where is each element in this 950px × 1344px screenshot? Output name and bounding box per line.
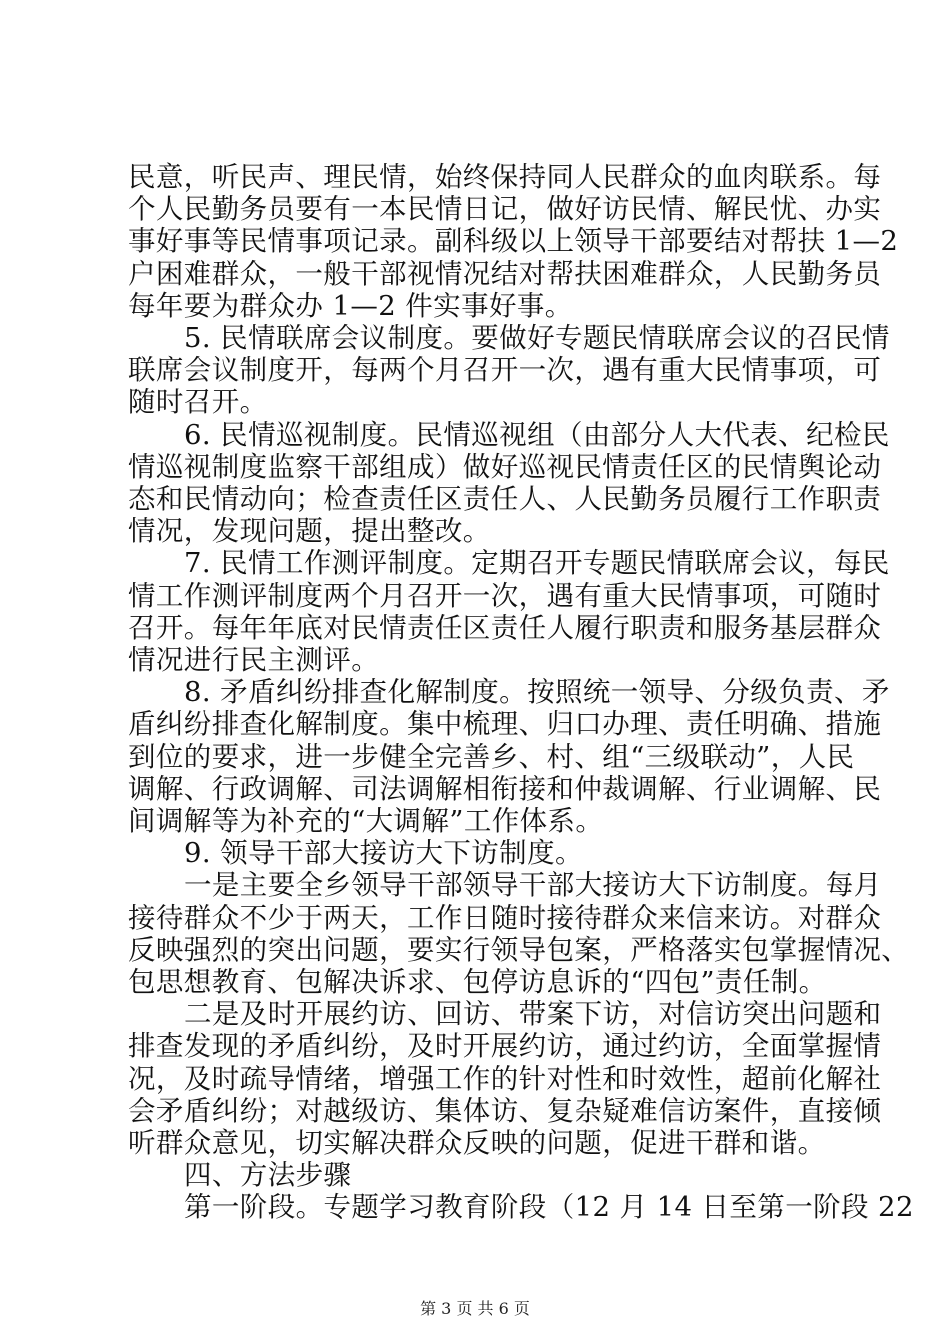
- text-line: 每年要为群众办 1—2 件实事好事。: [128, 289, 573, 322]
- text-line: 会矛盾纠纷；对越级访、集体访、复杂疑难信访案件，直接倾: [128, 1094, 882, 1127]
- text-line: 情巡视制度监察干部组成）做好巡视民情责任区的民情舆论动: [128, 450, 882, 483]
- text-line: 排查发现的矛盾纠纷，及时开展约访，通过约访，全面掌握情: [128, 1030, 882, 1063]
- text-line: 反映强烈的突出问题，要实行领导包案，严格落实包掌握情况、: [128, 933, 910, 966]
- text-line: 包思想教育、包解决诉求、包停访息诉的“四包”责任制。: [128, 966, 827, 998]
- text-line: 听群众意见，切实解决群众反映的问题，促进干群和谐。: [128, 1127, 826, 1159]
- text-line: 情工作测评制度两个月召开一次，遇有重大民情事项，可随时: [128, 579, 882, 612]
- paragraph-heading-8: 8. 矛盾纠纷排查化解制度。按照统一领导、分级负责、矛: [184, 676, 890, 709]
- paragraph-heading-5: 5. 民情联席会议制度。要做好专题民情联席会议的召民情: [184, 322, 890, 354]
- text-line: 一是主要全乡领导干部领导干部大接访大下访制度。每月: [184, 869, 882, 902]
- text-line: 事好事等民情事项记录。副科级以上领导干部要结对帮扶 1—2: [128, 225, 899, 258]
- text-line: 调解、行政调解、司法调解相衔接和仲裁调解、行业调解、民: [128, 772, 882, 805]
- text-line: 情况进行民主测评。: [128, 644, 380, 676]
- text-line: 态和民情动向；检查责任区责任人、人民勤务员履行工作职责: [128, 483, 882, 515]
- text-line: 况，及时疏导情绪，增强工作的针对性和时效性，超前化解社: [128, 1062, 882, 1095]
- text-line: 联席会议制度开，每两个月召开一次，遇有重大民情事项，可: [128, 354, 882, 387]
- text-line: 二是及时开展约访、回访、带案下访，对信访突出问题和: [184, 998, 882, 1031]
- section-heading: 四、方法步骤: [184, 1159, 352, 1192]
- paragraph-heading-7: 7. 民情工作测评制度。定期召开专题民情联席会议，每民: [184, 547, 890, 580]
- paragraph-heading-6: 6. 民情巡视制度。民情巡视组（由部分人大代表、纪检民: [184, 418, 890, 451]
- text-line: 召开。每年年底对民情责任区责任人履行职责和服务基层群众: [128, 611, 882, 644]
- text-line: 个人民勤务员要有一本民情日记，做好访民情、解民忧、办实: [128, 193, 882, 226]
- text-line: 情况，发现问题，提出整改。: [128, 515, 491, 548]
- text-line: 户困难群众，一般干部视情况结对帮扶困难群众，人民勤务员: [128, 257, 882, 290]
- text-line: 第一阶段。专题学习教育阶段（12 月 14 日至第一阶段 22: [184, 1191, 914, 1224]
- text-line: 盾纠纷排查化解制度。集中梳理、归口办理、责任明确、措施: [128, 708, 882, 741]
- text-line: 接待群众不少于两天，工作日随时接待群众来信来访。对群众: [128, 901, 882, 934]
- text-line: 到位的要求，进一步健全完善乡、村、组“三级联动”，人民: [128, 740, 855, 773]
- page-footer: 第 3 页 共 6 页: [420, 1299, 530, 1318]
- text-line: 随时召开。: [128, 386, 268, 419]
- text-line: 间调解等为补充的“大调解”工作体系。: [128, 805, 604, 837]
- paragraph-heading-9: 9. 领导干部大接访大下访制度。: [184, 837, 583, 870]
- text-line: 民意，听民声、理民情，始终保持同人民群众的血肉联系。每: [128, 161, 882, 193]
